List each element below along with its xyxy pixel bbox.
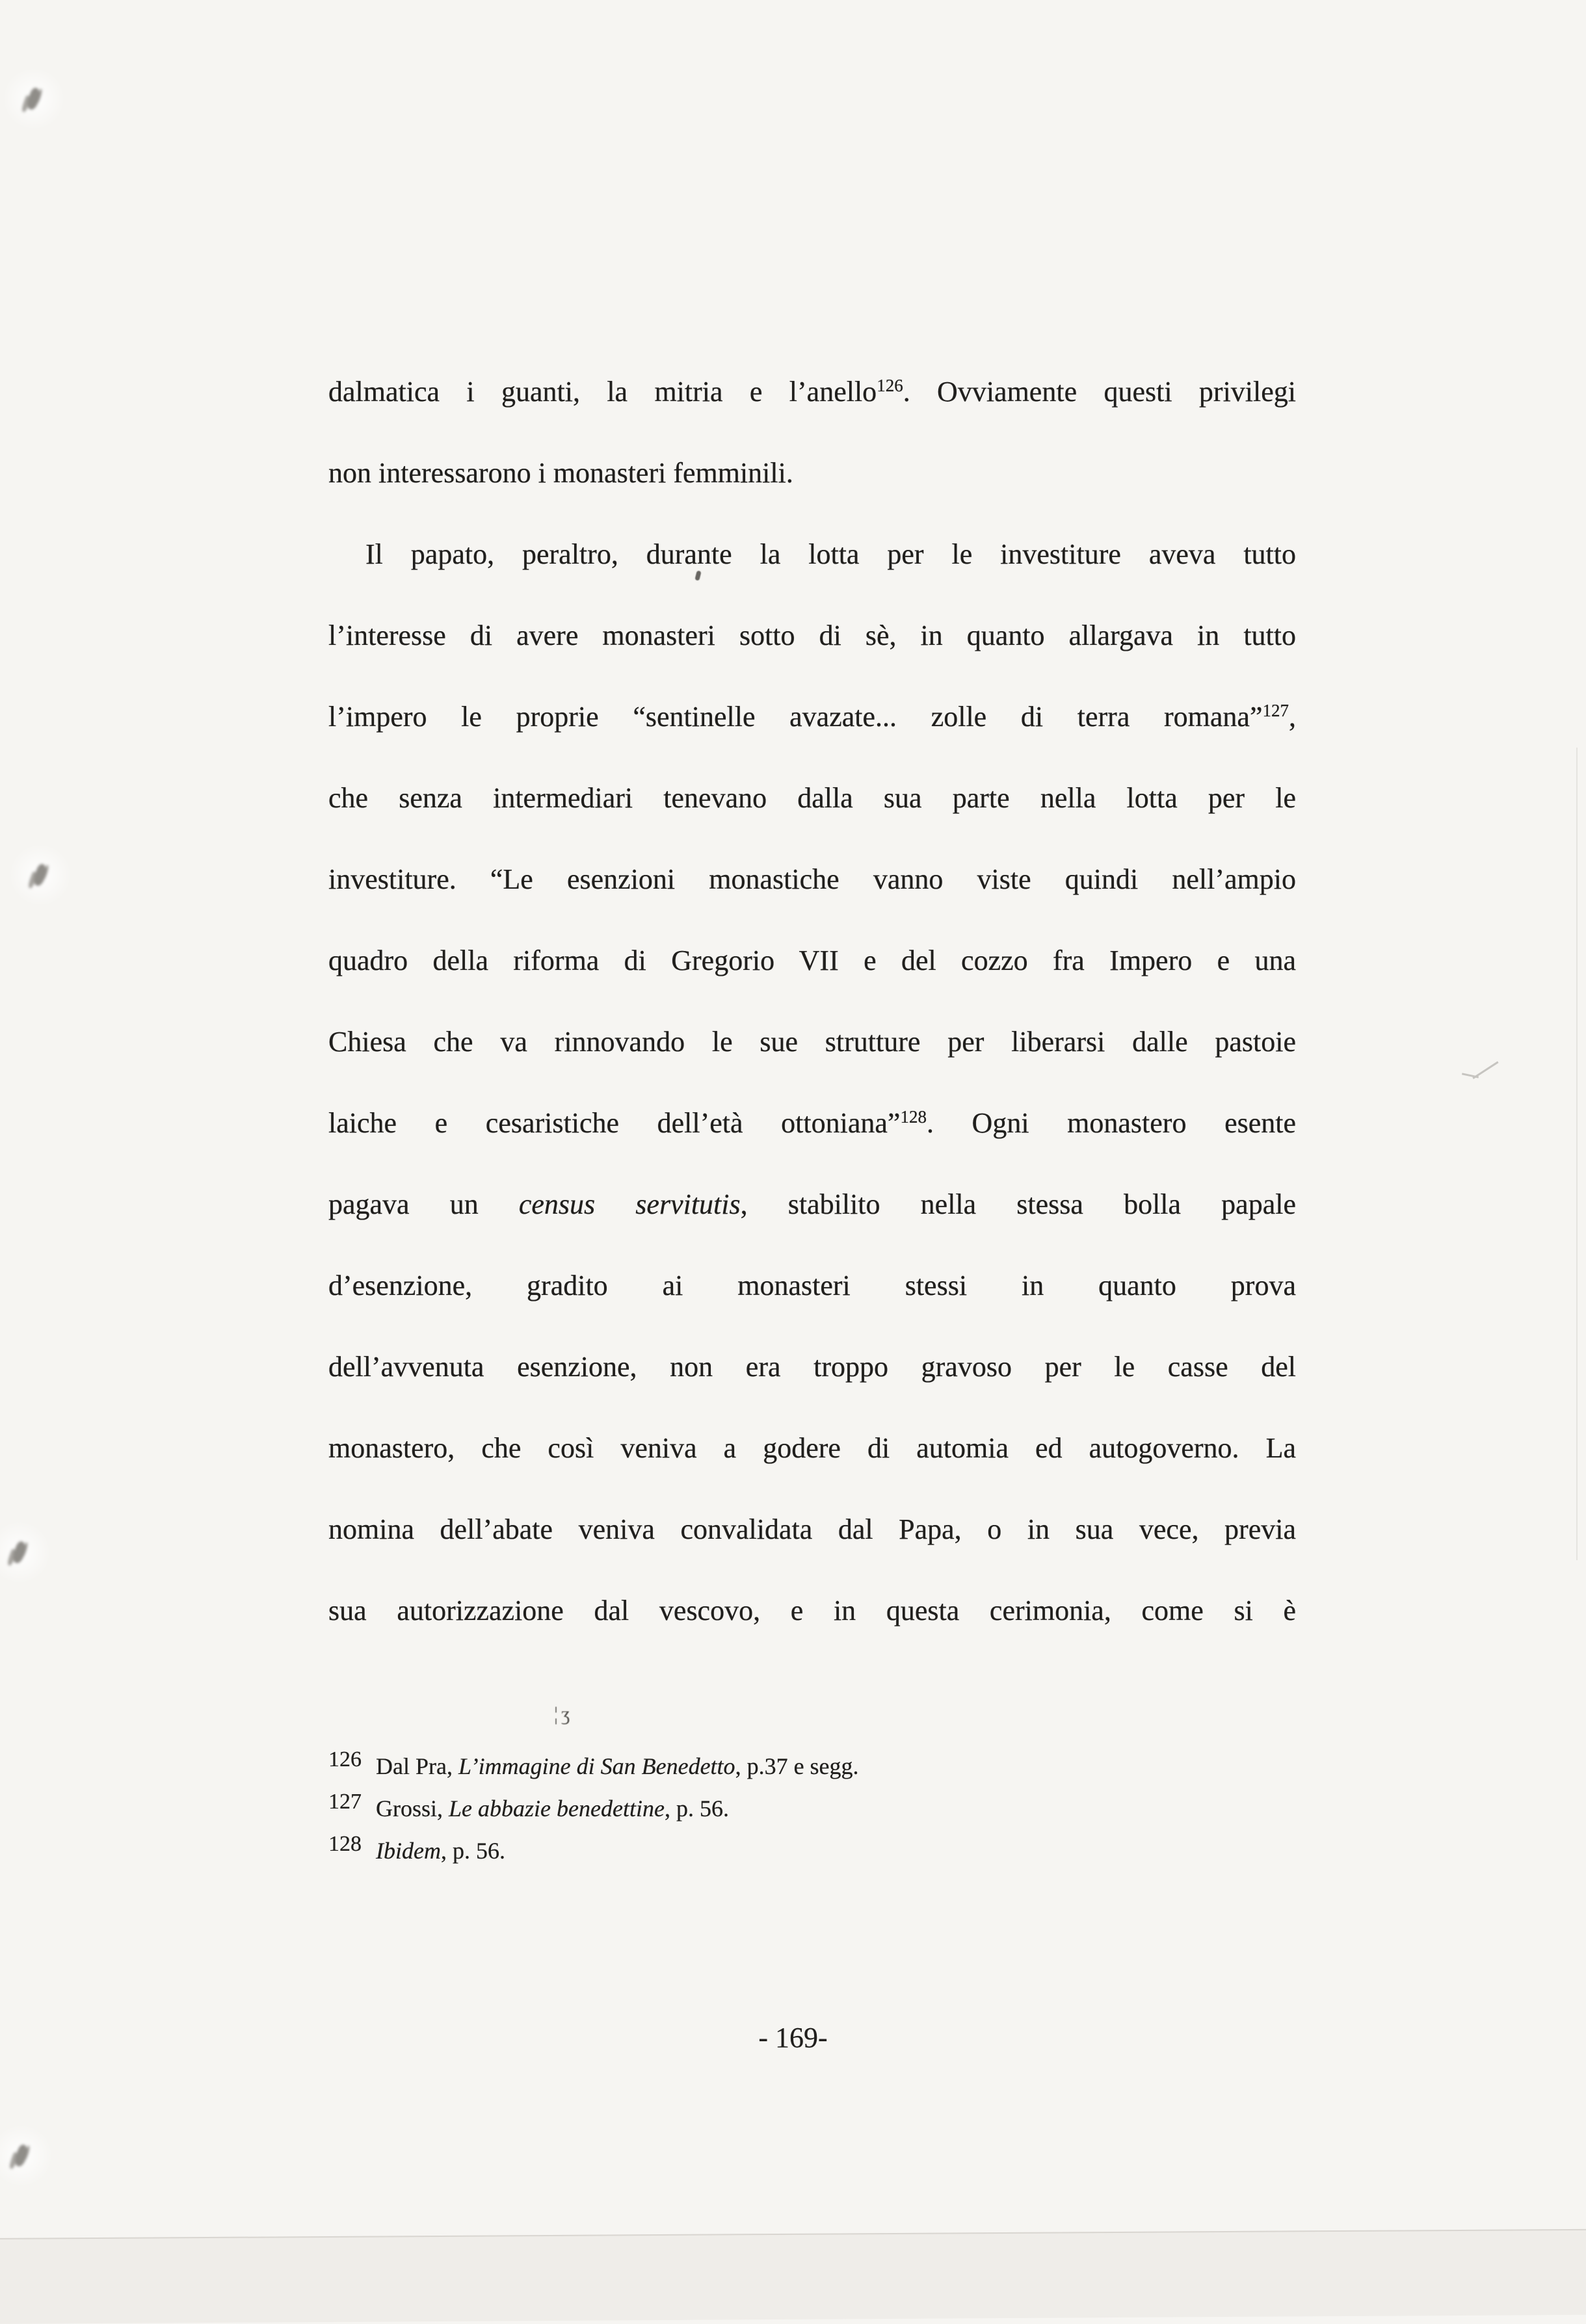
text-segment: non interessarono i monasteri femminili. xyxy=(328,457,793,489)
body-line xyxy=(328,1082,1296,1164)
body-line xyxy=(328,1570,1296,1651)
body-line xyxy=(328,757,1296,839)
text-segment: , p. 56. xyxy=(440,1838,505,1864)
text-segment: investiture. “Le esenzioni monastiche vanno viste quindi nell’ampio xyxy=(328,863,1296,895)
text-segment: L’immagine di San Benedetto xyxy=(458,1753,735,1779)
text-segment: Chiesa che va rinnovando le sue strutture per liberarsi dalle pastoie xyxy=(328,1026,1296,1058)
body-line xyxy=(328,351,1296,432)
text-segment: Le abbazie benedettine xyxy=(449,1795,665,1821)
scan-smudge xyxy=(9,844,72,906)
body-line xyxy=(328,595,1296,676)
text-segment: . Ogni monastero esente xyxy=(926,1107,1297,1139)
body-line xyxy=(328,1407,1296,1489)
text-segment: che senza intermediari tenevano dalla sua parte nella lotta per le xyxy=(328,782,1296,814)
body-line xyxy=(328,1326,1296,1407)
text-segment: dalmatica i guanti, la mitria e l’anello xyxy=(328,376,877,408)
footnote-number: 128 xyxy=(328,1832,362,1856)
body-line xyxy=(328,514,1296,595)
scan-smudge xyxy=(0,2124,53,2187)
text-segment: nomina dell’abate veniva convalidata dal Papa, o in sua vece, previa xyxy=(328,1513,1296,1545)
scan-scratch xyxy=(1576,748,1578,1560)
body-line xyxy=(328,1489,1296,1570)
body-line xyxy=(328,920,1296,1001)
body-line xyxy=(328,1245,1296,1326)
text-segment: , stabilito nella stessa bolla papale xyxy=(740,1188,1296,1220)
footnote-reference: 127 xyxy=(1262,701,1289,720)
body-line xyxy=(328,1164,1296,1245)
text-segment: , p. 56. xyxy=(664,1795,729,1821)
text-segment: dell’avvenuta esenzione, non era troppo gravoso per le casse del xyxy=(328,1351,1296,1383)
text-segment: , xyxy=(1289,701,1296,733)
text-segment: sua autorizzazione dal vescovo, e in questa cerimonia, come si è xyxy=(328,1595,1296,1626)
body-text xyxy=(328,351,1296,1651)
footnote xyxy=(328,1788,1174,1830)
text-segment: Il papato, peraltro, durante la lotta per le investiture aveva tutto xyxy=(365,538,1296,570)
text-segment: Ibidem xyxy=(376,1838,441,1864)
footnote xyxy=(328,1830,1174,1872)
scan-smudge xyxy=(0,1521,51,1584)
body-line xyxy=(328,839,1296,920)
ink-fleck: ¦ʒ xyxy=(554,1703,574,1725)
text-segment: Grossi, xyxy=(376,1795,449,1821)
body-line xyxy=(328,676,1296,757)
footnote-reference: 126 xyxy=(877,376,903,395)
body-line xyxy=(328,432,1296,514)
footnote-number: 126 xyxy=(328,1747,362,1771)
body-line xyxy=(328,1001,1296,1082)
text-segment: monastero, che così veniva a godere di automia ed autogoverno. La xyxy=(328,1432,1296,1464)
text-segment: census servitutis xyxy=(518,1188,741,1220)
text-segment: laiche e cesaristiche dell’età ottoniana” xyxy=(328,1107,901,1139)
text-segment: l’interesse di avere monasteri sotto di sè, in quanto allargava in tutto xyxy=(328,620,1296,651)
text-segment: Dal Pra, xyxy=(376,1753,458,1779)
text-segment: l’impero le proprie “sentinelle avazate... zolle di terra romana” xyxy=(328,701,1263,733)
text-segment: quadro della riforma di Gregorio VII e del cozzo fra Impero e una xyxy=(328,945,1296,976)
text-segment: , p.37 e segg. xyxy=(735,1753,859,1779)
footnote xyxy=(328,1745,1174,1788)
text-segment: pagava un xyxy=(328,1188,519,1220)
pencil-mark xyxy=(1462,1054,1509,1082)
footnotes xyxy=(328,1745,1174,1872)
footnote-reference: 128 xyxy=(900,1107,927,1127)
footnote-number: 127 xyxy=(328,1790,362,1814)
scan-bottom-edge xyxy=(0,2228,1586,2324)
text-segment: . Ovviamente questi privilegi xyxy=(903,376,1297,408)
scan-smudge xyxy=(3,68,65,130)
text-segment: d’esenzione, gradito ai monasteri stessi in quanto prova xyxy=(328,1270,1296,1301)
page-number: - 169- xyxy=(758,2022,828,2054)
